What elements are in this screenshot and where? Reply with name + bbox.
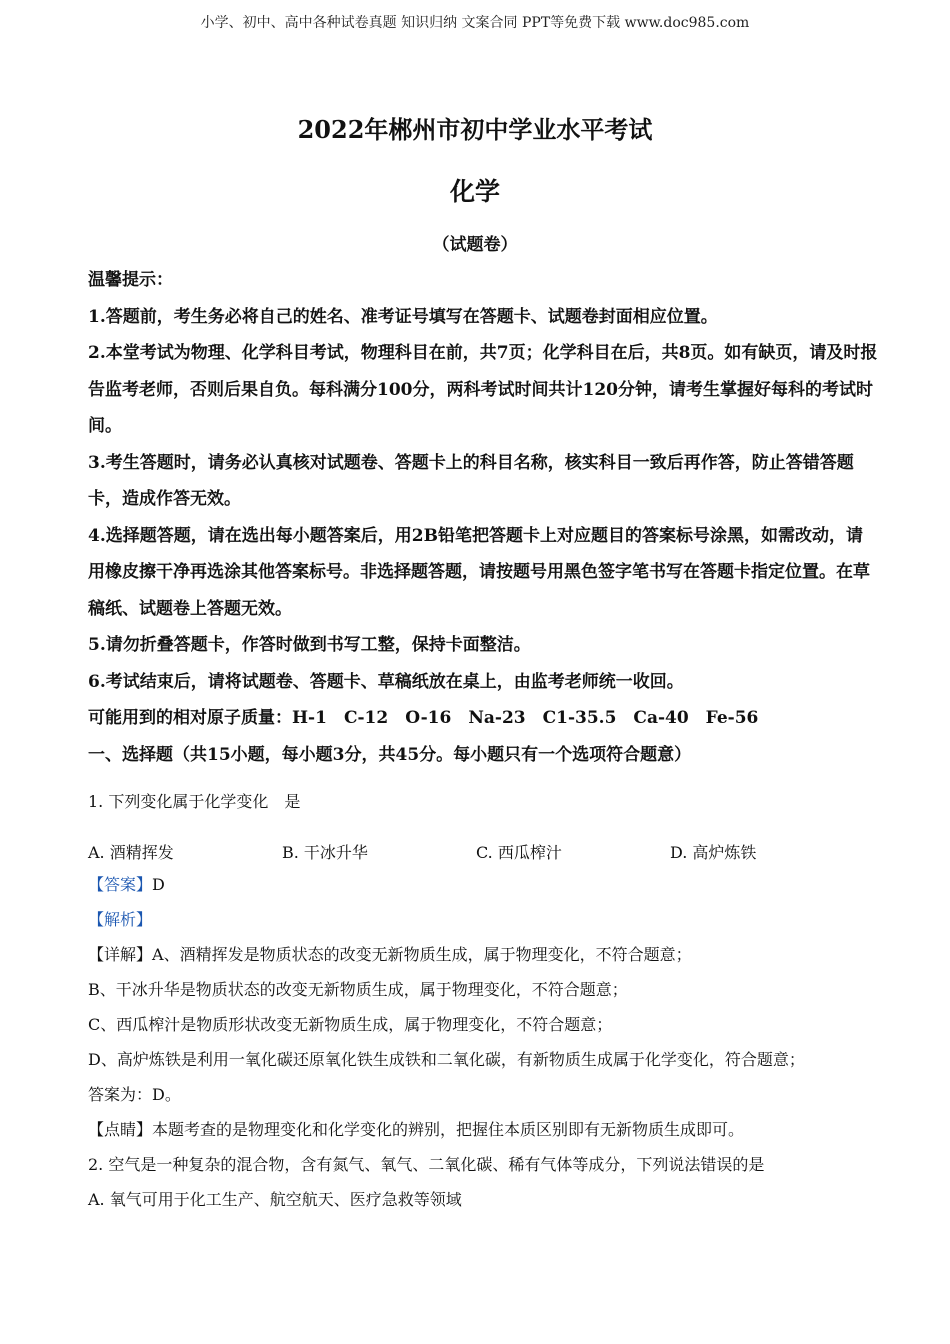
detail-d: D、高炉炼铁是利用一氧化碳还原氧化铁生成铁和二氧化碳，有新物质生成属于化学变化，符合题意； (88, 1050, 805, 1069)
section-heading: 一、选择题（共15小题，每小题3分，共45分。每小题只有一个选项符合题意） (88, 744, 692, 765)
tip-item: 4.选择题答题，请在选出每小题答案后，用2B铅笔把答题卡上对应题目的答案标号涂黑，如需改动，请用橡皮擦干净再选涂其他答案标号。非选择题答题，请按题号用黑色签字笔书写在答题卡指定位置。在草稿纸、试题卷上答题无效。 (88, 525, 870, 619)
question-2-stem: 2. 空气是一种复杂的混合物，含有氮气、氧气、二氧化碳、稀有气体等成分，下列说法错误的是 (88, 1155, 765, 1174)
question-1-options (88, 840, 868, 863)
detail-tag: 【详解】 (88, 945, 153, 964)
tip-item: 3.考生答题时，请务必认真核对试题卷、答题卡上的科目名称，核实科目一致后再作答，防止答错答题卡，造成作答无效。 (88, 452, 854, 509)
answer-value: D (152, 875, 165, 894)
tip-item: 6.考试结束后，请将试题卷、答题卡、草稿纸放在桌上，由监考老师统一收回。 (88, 671, 684, 692)
tips-heading: 温馨提示： (88, 270, 173, 290)
subject-title: 化学 (449, 177, 500, 206)
comment (88, 1120, 878, 1140)
answer-line (88, 875, 878, 895)
detail-c: C、西瓜榨汁是物质形状改变无新物质生成，属于物理变化，不符合题意； (88, 1015, 613, 1034)
tip-item: 5.请勿折叠答题卡，作答时做到书写工整，保持卡面整洁。 (88, 635, 531, 655)
detail-a-text: A、酒精挥发是物质状态的改变无新物质生成，属于物理变化，不符合题意； (152, 945, 692, 964)
exam-tips (88, 262, 878, 773)
question-2-option-a: A. 氧气可用于化工生产、航空航天、医疗急救等领域 (88, 1190, 462, 1209)
answer-tag: 【答案】 (88, 875, 153, 894)
paper-type: （试题卷） (432, 235, 518, 255)
page-header: 小学、初中、高中各种试卷真题 知识归纳 文案合同 PPT等免费下载 www.doc985.com (200, 15, 750, 31)
detail-a (88, 945, 878, 965)
detail-b: B、干冰升华是物质状态的改变无新物质生成，属于物理变化，不符合题意； (88, 980, 628, 999)
tip-item: 2.本堂考试为物理、化学科目考试，物理科目在前，共7页；化学科目在后，共8页。如有缺页，请及时报告监考老师，否则后果自负。每科满分100分，两科考试时间共计120分钟，请考生掌握好每科的考试时间。 (88, 343, 878, 436)
tip-item: 1.答题前，考生务必将自己的姓名、准考证号填写在答题卡、试题卷封面相应位置。 (88, 306, 718, 327)
option-b: B. 干冰升华 (282, 843, 368, 862)
question-1-stem: 1. 下列变化属于化学变化 是 (88, 792, 301, 811)
comment-tag: 【点睛】 (88, 1120, 153, 1139)
comment-text: 本题考查的是物理变化和化学变化的辨别，把握住本质区别即有无新物质生成即可。 (152, 1120, 745, 1139)
analysis-tag: 【解析】 (88, 910, 153, 929)
exam-title: 2022年郴州市初中学业水平考试 (297, 115, 653, 144)
option-c: C. 西瓜榨汁 (476, 843, 562, 862)
atomic-masses: 可能用到的相对原子质量：H-1 C-12 O-16 Na-23 C1-35.5 Ca-40 Fe-56 (88, 708, 759, 728)
option-d: D. 高炉炼铁 (670, 843, 757, 862)
conclusion: 答案为：D。 (88, 1085, 181, 1104)
option-a: A. 酒精挥发 (88, 843, 174, 862)
